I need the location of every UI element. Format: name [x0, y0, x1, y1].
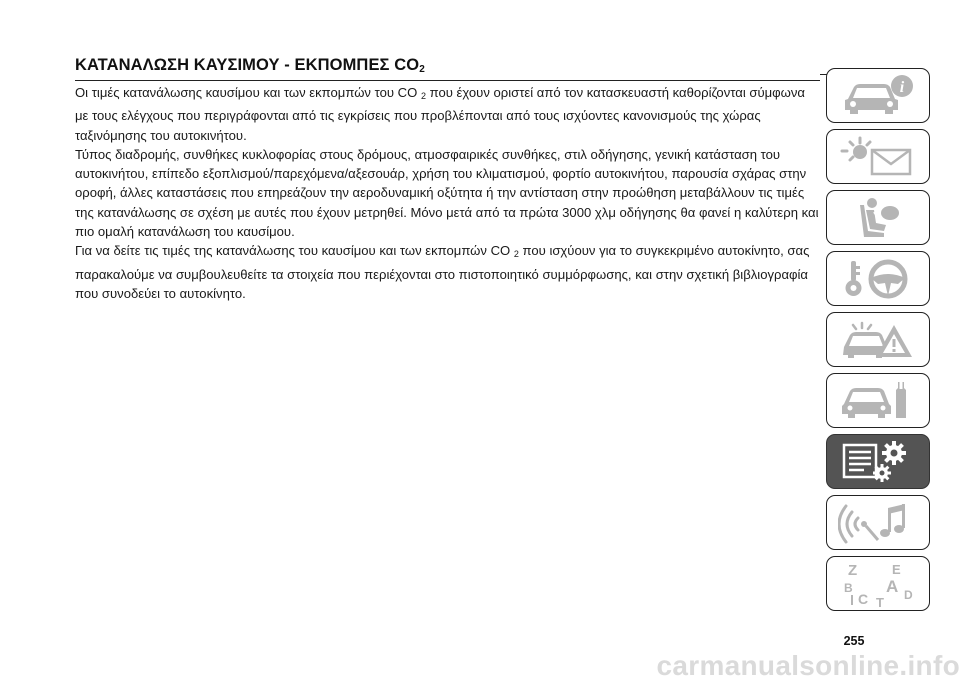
paragraph-1-end: που έχουν οριστεί από τον κατασκευαστή καθορίζονται σύμφωνα με τους ελέγχους που περιγράφονται από τις εγκρίσεις που προβλέπονται από τους ισχύοντες κανονισμούς της χώρας ταξινόμησης του αυτοκινήτου.: [75, 85, 805, 143]
technical-data-gears-icon: [838, 439, 918, 485]
index-letter-d: D: [904, 587, 913, 602]
car-info-icon: [838, 73, 918, 119]
paragraph-3-start: Για να δείτε τις τιμές της κατανάλωσης του καυσίμου και των εκπομπών CO: [75, 243, 511, 259]
key-steering-wheel-icon: [838, 256, 918, 302]
tab-technical-data[interactable]: [826, 434, 930, 489]
radio-music-icon: [838, 500, 918, 546]
airbag-seat-icon: [838, 195, 918, 241]
index-letter-e: E: [892, 561, 901, 577]
tab-maintenance[interactable]: [826, 373, 930, 428]
section-title-text: ΚΑΤΑΝΑΛΩΣΗ ΚΑΥΣΙΜΟΥ - ΕΚΠΟΜΠΕΣ CO: [75, 56, 420, 74]
index-letter-a: A: [886, 576, 899, 596]
paragraph-3-end: που ισχύουν για το συγκεκριμένο αυτοκίνητο, σας παρακαλούμε να συμβουλευθείτε τα στοιχεία που περιέχονται στο πιστοποιητικό συμμόρφωσης, και στην σχετική βιβλιογραφία που συνοδεύει το αυτοκίνητο.: [75, 243, 810, 301]
tab-emergency[interactable]: [826, 312, 930, 367]
tab-safety[interactable]: [826, 190, 930, 245]
tab-index[interactable]: [826, 556, 930, 611]
tab-multimedia[interactable]: [826, 495, 930, 550]
paragraph-1: [75, 83, 820, 145]
index-letter-c: C: [858, 590, 869, 607]
tab-warning-lights[interactable]: [826, 129, 930, 184]
svg-text:i: i: [899, 78, 905, 96]
index-letter-b: B: [844, 580, 853, 595]
page-number: 255: [843, 634, 865, 648]
warning-lights-mail-icon: [838, 134, 918, 180]
alphabetical-index-icon: [838, 561, 918, 607]
body-text: [75, 83, 820, 303]
paragraph-2: Τύπος διαδρομής, συνθήκες κυκλοφορίας στους δρόμους, ατμοσφαιρικές συνθήκες, στιλ οδήγησης, γενική κατάσταση του αυτοκινήτου, επίπεδο εξοπλισμού/παρεχόμενα/αξεσουάρ, χρήση του κλιματισμού, φορτίο αυτοκινήτου, παρουσία σχάρας στην οροφή, άλλες καταστάσεις που επηρεάζουν την αεροδυναμική οξύτητα ή την αντίσταση στην προώθηση μεταβάλλουν τις τιμές της κατανάλωσης σε σχέση με αυτές που έχουν μετρηθεί. Μόνο μετά από τα πρώτα 3000 χλμ οδήγησης θα φανεί η καλύτερη και πιο ομαλή κατανάλωση του καυσίμου.: [75, 146, 819, 240]
tab-car-info[interactable]: [826, 68, 930, 123]
paragraph-1-subscript: 2: [420, 91, 426, 101]
tab-starting-driving[interactable]: [826, 251, 930, 306]
paragraph-1-start: Οι τιμές κατανάλωσης καυσίμου και των εκπομπών του CO: [75, 85, 418, 100]
car-maintenance-wrench-icon: [838, 378, 918, 424]
section-title-subscript: 2: [419, 64, 425, 75]
section-title: [75, 56, 820, 81]
car-breakdown-warning-icon: [838, 317, 918, 363]
index-letter-z: Z: [848, 561, 858, 579]
paragraph-3-subscript: 2: [513, 249, 519, 260]
index-letter-t: T: [876, 594, 884, 607]
watermark: carmanualsonline.info: [656, 650, 960, 681]
paragraph-3: [75, 241, 820, 303]
